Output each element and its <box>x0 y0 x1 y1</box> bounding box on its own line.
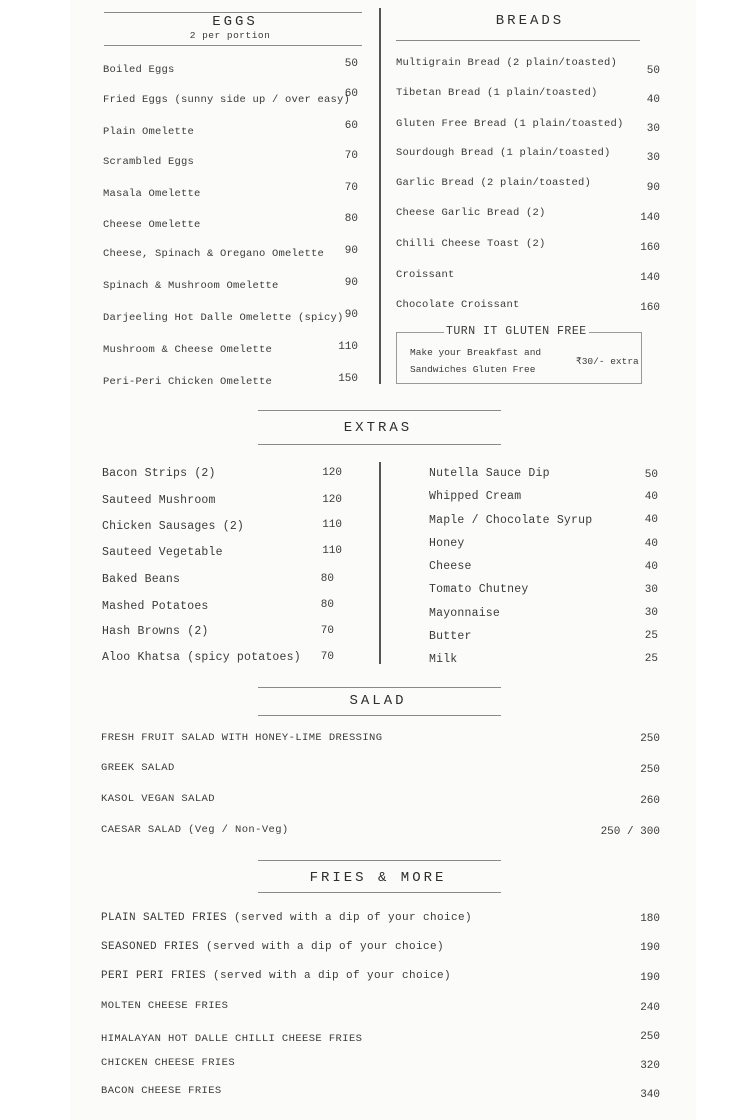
breads-item-price: 30 <box>646 123 660 135</box>
eggs-item-price: 90 <box>344 309 358 321</box>
extras-item-name: Sauteed Mushroom <box>102 494 216 507</box>
breads-item-price: 30 <box>646 152 660 164</box>
eggs-item-price: 110 <box>338 341 358 353</box>
fries-item-name: PERI PERI FRIES (served with a dip of your choice) <box>101 970 452 982</box>
salad-item-name: KASOL VEGAN SALAD <box>101 793 215 805</box>
eggs-item-price: 50 <box>344 58 358 70</box>
extras-item-name: Sauteed Vegetable <box>102 546 223 559</box>
fries-item-name: BACON CHEESE FRIES <box>101 1085 222 1097</box>
fries-bottom-rule <box>258 892 501 893</box>
extras-item-price: 80 <box>320 573 334 585</box>
salad-item-price: 250 / 300 <box>600 826 660 838</box>
eggs-breads-divider <box>379 8 381 384</box>
extras-item-price: 80 <box>320 599 334 611</box>
extras-bottom-rule <box>258 444 501 445</box>
breads-item-name: Chilli Cheese Toast (2) <box>396 238 546 250</box>
extras-item-name: Maple / Chocolate Syrup <box>429 514 593 527</box>
extras-item-name: Baked Beans <box>102 573 181 586</box>
salad-title: SALAD <box>349 693 407 709</box>
eggs-item-name: Masala Omelette <box>103 188 201 200</box>
extras-item-price: 25 <box>644 630 658 642</box>
salad-item-name: FRESH FRUIT SALAD WITH HONEY-LIME DRESSING <box>101 732 383 744</box>
eggs-item-price: 90 <box>344 245 358 257</box>
eggs-item-price: 60 <box>344 120 358 132</box>
breads-bottom-rule <box>396 40 640 41</box>
eggs-item-price: 90 <box>344 277 358 289</box>
salad-item-price: 250 <box>640 764 660 776</box>
extras-item-price: 70 <box>320 625 334 637</box>
extras-item-price: 40 <box>644 514 658 526</box>
gluten-free-title: TURN IT GLUTEN FREE <box>446 325 587 338</box>
extras-item-price: 40 <box>644 538 658 550</box>
fries-item-price: 250 <box>640 1031 660 1043</box>
extras-item-name: Mayonnaise <box>429 607 501 620</box>
extras-item-name: Hash Browns (2) <box>102 625 209 638</box>
breads-item-name: Tibetan Bread (1 plain/toasted) <box>396 87 598 99</box>
breads-item-price: 90 <box>646 182 660 194</box>
extras-divider <box>379 462 381 664</box>
eggs-item-name: Spinach & Mushroom Omelette <box>103 280 279 292</box>
extras-item-price: 50 <box>644 469 658 481</box>
eggs-item-name: Peri-Peri Chicken Omelette <box>103 376 273 388</box>
breads-title: BREADS <box>495 13 565 29</box>
salad-item-name: GREEK SALAD <box>101 762 175 774</box>
breads-item-price: 40 <box>646 94 660 106</box>
extras-item-name: Bacon Strips (2) <box>102 467 216 480</box>
breads-item-name: Multigrain Bread (2 plain/toasted) <box>396 57 618 69</box>
breads-item-price: 50 <box>646 65 660 77</box>
extras-item-name: Milk <box>429 653 458 666</box>
fries-item-name: HIMALAYAN HOT DALLE CHILLI CHEESE FRIES <box>101 1033 363 1045</box>
gluten-free-line2: Sandwiches Gluten Free <box>410 364 536 375</box>
extras-item-price: 70 <box>320 651 334 663</box>
eggs-item-name: Fried Eggs (sunny side up / over easy) <box>103 94 351 106</box>
salad-item-price: 260 <box>640 795 660 807</box>
extras-item-price: 110 <box>322 545 342 557</box>
eggs-item-price: 60 <box>344 88 358 100</box>
extras-item-price: 40 <box>644 561 658 573</box>
salad-item-name: CAESAR SALAD (Veg / Non-Veg) <box>101 824 289 836</box>
extras-item-name: Honey <box>429 537 465 550</box>
eggs-bottom-rule <box>104 45 362 46</box>
gluten-free-price: ₹30/- extra <box>576 356 639 367</box>
extras-item-price: 120 <box>322 467 342 479</box>
breads-item-price: 140 <box>640 212 660 224</box>
gluten-free-line1: Make your Breakfast and <box>410 347 542 358</box>
salad-item-price: 250 <box>640 733 660 745</box>
extras-item-price: 30 <box>644 607 658 619</box>
extras-item-name: Cheese <box>429 560 472 573</box>
breads-item-price: 160 <box>640 302 660 314</box>
extras-item-name: Butter <box>429 630 472 643</box>
eggs-title: EGGS <box>212 14 258 30</box>
fries-item-name: PLAIN SALTED FRIES (served with a dip of your choice) <box>101 912 473 924</box>
extras-item-name: Chicken Sausages (2) <box>102 520 245 533</box>
fries-item-price: 340 <box>640 1089 660 1101</box>
extras-item-name: Whipped Cream <box>429 490 522 503</box>
fries-item-price: 180 <box>640 913 660 925</box>
eggs-item-name: Boiled Eggs <box>103 64 175 76</box>
eggs-item-name: Cheese Omelette <box>103 219 201 231</box>
fries-item-price: 320 <box>640 1060 660 1072</box>
extras-item-price: 120 <box>322 494 342 506</box>
breads-item-price: 160 <box>640 242 660 254</box>
fries-item-price: 190 <box>640 972 660 984</box>
extras-title: EXTRAS <box>343 420 413 436</box>
extras-item-name: Nutella Sauce Dip <box>429 467 550 480</box>
eggs-item-name: Cheese, Spinach & Oregano Omelette <box>103 248 325 260</box>
eggs-item-name: Scrambled Eggs <box>103 156 195 168</box>
breads-item-name: Croissant <box>396 269 455 281</box>
eggs-item-price: 80 <box>344 213 358 225</box>
extras-item-name: Mashed Potatoes <box>102 600 209 613</box>
breads-item-name: Sourdough Bread (1 plain/toasted) <box>396 147 611 159</box>
fries-item-name: SEASONED FRIES (served with a dip of your choice) <box>101 941 445 953</box>
fries-top-rule <box>258 860 501 861</box>
extras-item-price: 40 <box>644 491 658 503</box>
salad-top-rule <box>258 687 501 688</box>
eggs-item-price: 150 <box>338 373 358 385</box>
eggs-top-rule <box>104 12 362 13</box>
eggs-subtitle: 2 per portion <box>189 30 271 41</box>
breads-item-name: Chocolate Croissant <box>396 299 520 311</box>
salad-bottom-rule <box>258 715 501 716</box>
breads-item-name: Cheese Garlic Bread (2) <box>396 207 546 219</box>
extras-top-rule <box>258 410 501 411</box>
fries-item-name: MOLTEN CHEESE FRIES <box>101 1000 229 1012</box>
extras-item-name: Aloo Khatsa (spicy potatoes) <box>102 651 301 664</box>
extras-item-name: Tomato Chutney <box>429 583 529 596</box>
extras-item-price: 30 <box>644 584 658 596</box>
breads-item-name: Gluten Free Bread (1 plain/toasted) <box>396 118 624 130</box>
eggs-item-price: 70 <box>344 182 358 194</box>
extras-item-price: 110 <box>322 519 342 531</box>
fries-item-price: 190 <box>640 942 660 954</box>
fries-title: FRIES & MORE <box>309 870 447 886</box>
eggs-item-name: Mushroom & Cheese Omelette <box>103 344 273 356</box>
extras-item-price: 25 <box>644 653 658 665</box>
breads-item-price: 140 <box>640 272 660 284</box>
breads-item-name: Garlic Bread (2 plain/toasted) <box>396 177 592 189</box>
fries-item-price: 240 <box>640 1002 660 1014</box>
eggs-item-name: Darjeeling Hot Dalle Omelette (spicy) <box>103 312 344 324</box>
fries-item-name: CHICKEN CHEESE FRIES <box>101 1057 236 1069</box>
eggs-item-name: Plain Omelette <box>103 126 195 138</box>
eggs-item-price: 70 <box>344 150 358 162</box>
